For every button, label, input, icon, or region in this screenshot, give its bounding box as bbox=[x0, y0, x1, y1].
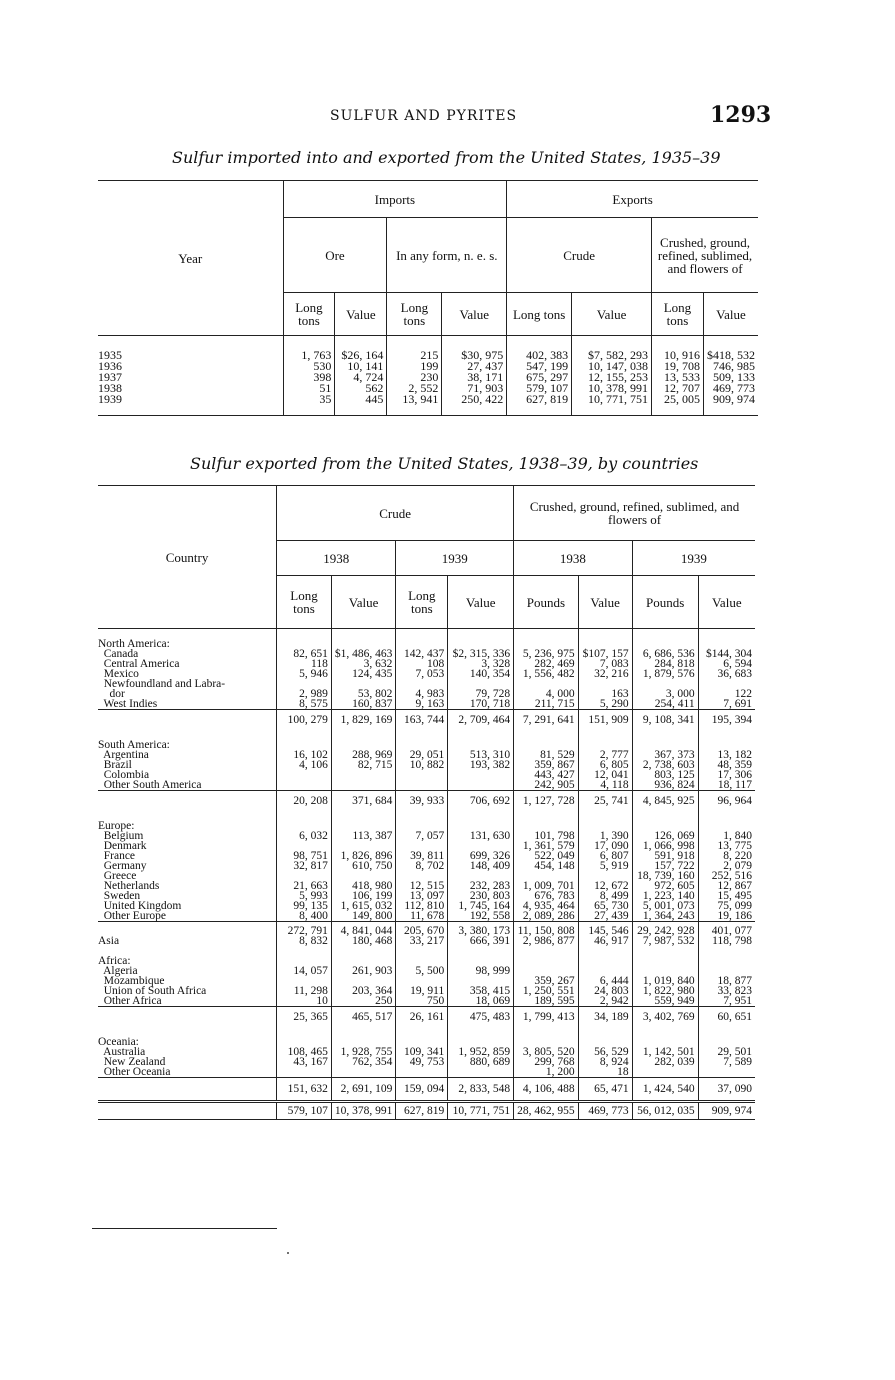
subtotal-cell: 272, 791 bbox=[277, 922, 332, 937]
page-title: SULFUR AND PYRITES bbox=[330, 108, 518, 124]
table-cell: 5, 500 19, 911 750 bbox=[396, 952, 448, 1007]
col-value: Value bbox=[448, 576, 514, 629]
year-1939-header: 1939 bbox=[632, 541, 755, 576]
subtotal-cell: 1, 799, 413 bbox=[514, 1007, 579, 1028]
table-cell: 215 199 230 2, 552 13, 941 bbox=[387, 336, 442, 416]
table-cell: 6, 032 98, 751 32, 817 21, 663 5, 993 99, 135 8, 400 bbox=[277, 811, 332, 922]
table-cell: 109, 341 49, 753 bbox=[396, 1027, 448, 1078]
subtotal-cell: 9, 108, 341 bbox=[632, 710, 698, 731]
table-cell: 56, 529 8, 924 18 bbox=[578, 1027, 632, 1078]
subtotal-cell: 100, 279 bbox=[277, 710, 332, 731]
table-cell: 108, 465 43, 167 bbox=[277, 1027, 332, 1078]
anyform-header: In any form, n. e. s. bbox=[387, 218, 507, 293]
table-cell: 118, 798 bbox=[698, 936, 755, 952]
subtotal-cell: 159, 094 bbox=[396, 1078, 448, 1102]
table-cell: 367, 373 2, 738, 603 803, 125 936, 824 bbox=[632, 730, 698, 791]
imports-exports-table bbox=[98, 180, 758, 416]
table-row bbox=[98, 936, 755, 952]
grand-total-row bbox=[98, 1102, 755, 1120]
table-cell: 2, 777 6, 805 12, 041 4, 118 bbox=[578, 730, 632, 791]
subtotal-cell: 151, 632 bbox=[277, 1078, 332, 1102]
subtotal-cell: 4, 845, 925 bbox=[632, 791, 698, 812]
year-1938-header: 1938 bbox=[514, 541, 632, 576]
table-cell: 46, 917 bbox=[578, 936, 632, 952]
table-cell: 1, 840 13, 775 8, 220 2, 079 252, 516 12, 867 15, 495 75, 099 19, 186 bbox=[698, 811, 755, 922]
table-cell: 1, 019, 840 1, 822, 980 559, 949 bbox=[632, 952, 698, 1007]
subtotal-cell: 1, 424, 540 bbox=[632, 1078, 698, 1102]
table-cell: $26, 164 10, 141 4, 724 562 445 bbox=[335, 336, 387, 416]
subtotal-row bbox=[98, 791, 755, 812]
col-long-tons: Long tons bbox=[507, 293, 572, 336]
table-row bbox=[98, 629, 755, 710]
grand-total-cell: 10, 378, 991 bbox=[331, 1102, 396, 1120]
year-1939-header: 1939 bbox=[396, 541, 514, 576]
subtotal-cell: 65, 471 bbox=[578, 1078, 632, 1102]
grand-total-cell: 28, 462, 955 bbox=[514, 1102, 579, 1120]
col-long-tons: Long tons bbox=[283, 293, 335, 336]
table-cell: 8, 832 bbox=[277, 936, 332, 952]
subtotal-cell: 475, 483 bbox=[448, 1007, 514, 1028]
subtotal-cell: 4, 106, 488 bbox=[514, 1078, 579, 1102]
table-cell: 98, 999 358, 415 18, 069 bbox=[448, 952, 514, 1007]
col-value: Value bbox=[572, 293, 652, 336]
table-cell: 288, 969 82, 715 bbox=[331, 730, 396, 791]
year-1938-header: 1938 bbox=[277, 541, 396, 576]
table-cell: 402, 383 547, 199 675, 297 579, 107 627, 819 bbox=[507, 336, 572, 416]
table-cell: 14, 057 11, 298 10 bbox=[277, 952, 332, 1007]
subtotal-cell: 371, 684 bbox=[331, 791, 396, 812]
col-long-tons: Long tons bbox=[387, 293, 442, 336]
table-cell: 1, 142, 501 282, 039 bbox=[632, 1027, 698, 1078]
table-cell: 3, 805, 520 299, 768 1, 200 bbox=[514, 1027, 579, 1078]
subtotal-cell: 145, 546 bbox=[578, 922, 632, 937]
exports-by-country-table bbox=[98, 485, 755, 1120]
col-value: Value bbox=[335, 293, 387, 336]
crushed-header: Crushed, ground, refined, sublimed, and flowers of bbox=[652, 218, 759, 293]
subtotal-row bbox=[98, 1007, 755, 1028]
table-cell: 10, 916 19, 708 13, 533 12, 707 25, 005 bbox=[652, 336, 704, 416]
subtotal-cell: 3, 380, 173 bbox=[448, 922, 514, 937]
subtotal-cell: 401, 077 bbox=[698, 922, 755, 937]
footer-rule bbox=[92, 1228, 277, 1229]
table-row bbox=[98, 811, 755, 922]
table-cell: 513, 310 193, 382 bbox=[448, 730, 514, 791]
stub-africa: Africa: Algeria Mozambique Union of South Africa Other Africa bbox=[98, 955, 207, 1007]
page-number: 1293 bbox=[710, 102, 772, 128]
ore-header: Ore bbox=[283, 218, 387, 293]
grand-total-cell: 56, 012, 035 bbox=[632, 1102, 698, 1120]
table-cell: 81, 529 359, 867 443, 427 242, 905 bbox=[514, 730, 579, 791]
grand-total-cell: 627, 819 bbox=[396, 1102, 448, 1120]
subtotal-cell: 37, 090 bbox=[698, 1078, 755, 1102]
subtotal-cell: 151, 909 bbox=[578, 710, 632, 731]
crude-header: Crude bbox=[277, 486, 514, 541]
subtotal-cell: 195, 394 bbox=[698, 710, 755, 731]
country-header: Country bbox=[98, 486, 277, 629]
table-cell: $144, 304 6, 594 36, 683 122 7, 691 bbox=[698, 629, 755, 710]
col-value: Value bbox=[703, 293, 758, 336]
table-cell: $1, 486, 463 3, 632 124, 435 53, 802 160, 837 bbox=[331, 629, 396, 710]
col-value: Value bbox=[331, 576, 396, 629]
table-cell: 5, 236, 975 282, 469 1, 556, 482 4, 000 211, 715 bbox=[514, 629, 579, 710]
table-cell: 13, 182 48, 359 17, 306 18, 117 bbox=[698, 730, 755, 791]
col-value: Value bbox=[578, 576, 632, 629]
table-cell: $30, 975 27, 437 38, 171 71, 903 250, 422 bbox=[442, 336, 507, 416]
table-cell: 1, 952, 859 880, 689 bbox=[448, 1027, 514, 1078]
exports-header: Exports bbox=[507, 181, 758, 218]
table-cell: 6, 444 24, 803 2, 942 bbox=[578, 952, 632, 1007]
subtotal-cell: 2, 833, 548 bbox=[448, 1078, 514, 1102]
table-cell: 33, 217 bbox=[396, 936, 448, 952]
table-cell: 82, 651 118 5, 946 2, 989 8, 575 bbox=[277, 629, 332, 710]
table-cell: 101, 798 1, 361, 579 522, 049 454, 148 1, 009, 701 676, 783 4, 935, 464 2, 089, 286 bbox=[514, 811, 579, 922]
table-row bbox=[98, 1027, 755, 1078]
table-cell: 6, 686, 536 284, 818 1, 879, 576 3, 000 254, 411 bbox=[632, 629, 698, 710]
subtotal-cell: 2, 709, 464 bbox=[448, 710, 514, 731]
table-cell: 2, 986, 877 bbox=[514, 936, 579, 952]
subtotal-cell: 26, 161 bbox=[396, 1007, 448, 1028]
table-cell: $418, 532 746, 985 509, 133 469, 773 909, 974 bbox=[703, 336, 758, 416]
table-cell: 126, 069 1, 066, 998 591, 918 157, 722 18, 739, 160 972, 605 1, 223, 140 5, 001, 073 1, 364, 243 bbox=[632, 811, 698, 922]
col-value: Value bbox=[442, 293, 507, 336]
subtotal-cell: 25, 365 bbox=[277, 1007, 332, 1028]
table-cell: 359, 267 1, 250, 551 189, 595 bbox=[514, 952, 579, 1007]
subtotal-cell: 163, 744 bbox=[396, 710, 448, 731]
table-cell: 18, 877 33, 823 7, 951 bbox=[698, 952, 755, 1007]
grand-total-cell: 579, 107 bbox=[277, 1102, 332, 1120]
stub-europe: Europe: Belgium Denmark France Germany Greece Netherlands Sweden United Kingdom Other Europe bbox=[98, 820, 182, 922]
subtotal-cell: 3, 402, 769 bbox=[632, 1007, 698, 1028]
grand-total-cell: 469, 773 bbox=[578, 1102, 632, 1120]
stub-south-america: South America: Argentina Brazil Colombia Other South America bbox=[98, 739, 202, 791]
subtotal-cell: 706, 692 bbox=[448, 791, 514, 812]
table-cell: 180, 468 bbox=[331, 936, 396, 952]
table-cell: 1, 928, 755 762, 354 bbox=[331, 1027, 396, 1078]
year-header: Year bbox=[98, 181, 283, 336]
subtotal-cell: 20, 208 bbox=[277, 791, 332, 812]
subtotal-cell: 1, 127, 728 bbox=[514, 791, 579, 812]
crude-header: Crude bbox=[507, 218, 652, 293]
table2-caption: Sulfur exported from the United States, 1938–39, by countries bbox=[190, 454, 699, 473]
col-long-tons: Long tons bbox=[396, 576, 448, 629]
table-cell: 113, 387 1, 826, 896 610, 750 418, 980 106, 199 1, 615, 032 149, 800 bbox=[331, 811, 396, 922]
col-pounds: Pounds bbox=[632, 576, 698, 629]
subtotal-cell: 29, 242, 928 bbox=[632, 922, 698, 937]
table-cell: $2, 315, 336 3, 328 140, 354 79, 728 170, 718 bbox=[448, 629, 514, 710]
grand-total-cell: 10, 771, 751 bbox=[448, 1102, 514, 1120]
subtotal-cell: 1, 829, 169 bbox=[331, 710, 396, 731]
subtotal-cell: 34, 189 bbox=[578, 1007, 632, 1028]
table-cell: 261, 903 203, 364 250 bbox=[331, 952, 396, 1007]
subtotal-cell: 25, 741 bbox=[578, 791, 632, 812]
subtotal-cell: 205, 670 bbox=[396, 922, 448, 937]
table-cell: $7, 582, 293 10, 147, 038 12, 155, 253 10, 378, 991 10, 771, 751 bbox=[572, 336, 652, 416]
table-cell: 16, 102 4, 106 bbox=[277, 730, 332, 791]
subtotal-row bbox=[98, 922, 755, 937]
table-cell: 1, 390 17, 090 6, 807 5, 919 12, 672 8, 499 65, 730 27, 439 bbox=[578, 811, 632, 922]
crushed-header: Crushed, ground, refined, sublimed, and flowers of bbox=[514, 486, 755, 541]
page-speck bbox=[287, 1252, 289, 1254]
table1-caption: Sulfur imported into and exported from the United States, 1935–39 bbox=[172, 148, 721, 167]
table-cell: 29, 051 10, 882 bbox=[396, 730, 448, 791]
table-cell: 29, 501 7, 589 bbox=[698, 1027, 755, 1078]
subtotal-cell: 11, 150, 808 bbox=[514, 922, 579, 937]
stub-oceania: Oceania: Australia New Zealand Other Oceania bbox=[98, 1036, 171, 1078]
subtotal-cell: 7, 291, 641 bbox=[514, 710, 579, 731]
table-cell: 131, 630 699, 326 148, 409 232, 283 230, 803 1, 745, 164 192, 558 bbox=[448, 811, 514, 922]
table-row bbox=[98, 952, 755, 1007]
subtotal-cell: 4, 841, 044 bbox=[331, 922, 396, 937]
table-row bbox=[98, 730, 755, 791]
col-long-tons: Long tons bbox=[277, 576, 332, 629]
subtotal-cell: 465, 517 bbox=[331, 1007, 396, 1028]
col-long-tons: Long tons bbox=[652, 293, 704, 336]
imports-header: Imports bbox=[283, 181, 507, 218]
table-cell: $107, 157 7, 083 32, 216 163 5, 290 bbox=[578, 629, 632, 710]
subtotal-row bbox=[98, 1078, 755, 1102]
table-cell: 1, 763 530 398 51 35 bbox=[283, 336, 335, 416]
table-cell: 666, 391 bbox=[448, 936, 514, 952]
subtotal-row bbox=[98, 710, 755, 731]
subtotal-cell: 39, 933 bbox=[396, 791, 448, 812]
year-stub: 1935 1936 1937 1938 1939 bbox=[98, 348, 122, 406]
col-value: Value bbox=[698, 576, 755, 629]
table-cell: 7, 057 39, 811 8, 702 12, 515 13, 097 112, 810 11, 678 bbox=[396, 811, 448, 922]
subtotal-cell: 60, 651 bbox=[698, 1007, 755, 1028]
stub-north-america: North America: Canada Central America Mexico Newfoundland and Labra- dor West Indies bbox=[98, 638, 226, 710]
col-pounds: Pounds bbox=[514, 576, 579, 629]
subtotal-cell: 96, 964 bbox=[698, 791, 755, 812]
subtotal-cell: 2, 691, 109 bbox=[331, 1078, 396, 1102]
stub-asia: Asia bbox=[98, 935, 120, 947]
grand-total-cell: 909, 974 bbox=[698, 1102, 755, 1120]
table-cell: 7, 987, 532 bbox=[632, 936, 698, 952]
table-cell: 142, 437 108 7, 053 4, 983 9, 163 bbox=[396, 629, 448, 710]
